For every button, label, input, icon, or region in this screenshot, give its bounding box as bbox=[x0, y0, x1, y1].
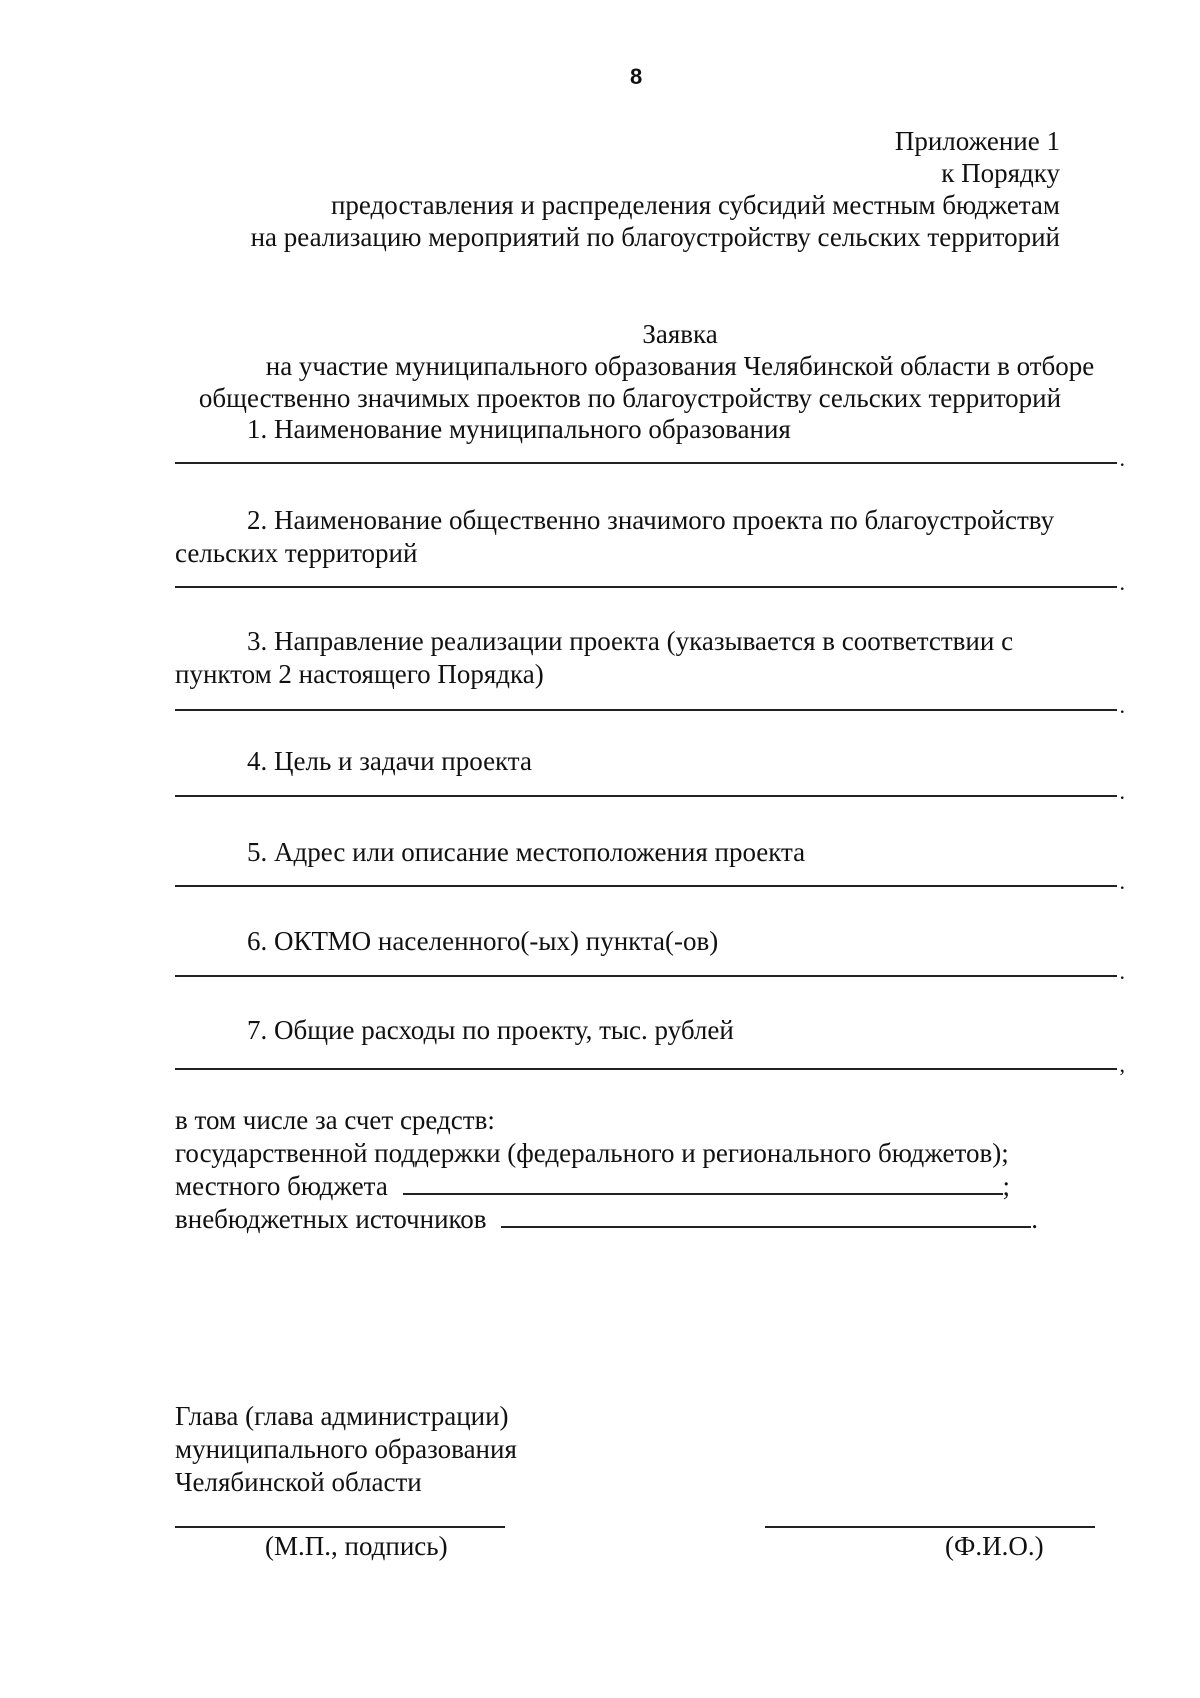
item-7 bbox=[175, 1014, 1125, 1047]
item-7-label: 7. Общие расходы по проекту, тыс. рублей bbox=[247, 1015, 734, 1045]
line-end-mark: . bbox=[1119, 779, 1125, 804]
signature-line-3: Челябинской области bbox=[175, 1467, 422, 1497]
line-end-mark: . bbox=[1119, 869, 1125, 894]
line-end-mark: , bbox=[1119, 1052, 1125, 1077]
funding-extra-row bbox=[175, 1203, 1075, 1236]
title-line-2: на участие муниципального образования Челябинской области в отборе bbox=[265, 351, 1095, 381]
item-5-fill-line[interactable] bbox=[175, 869, 1125, 894]
item-1 bbox=[175, 413, 1125, 446]
line-end-mark: . bbox=[1119, 693, 1125, 718]
line-end-mark: . bbox=[1119, 446, 1125, 471]
item-2 bbox=[175, 504, 1125, 570]
signature-line-2: муниципального образования bbox=[175, 1434, 517, 1464]
funding-local-end: ; bbox=[1002, 1171, 1011, 1201]
funding-intro: в том числе за счет средств: bbox=[175, 1105, 495, 1135]
appendix-line-2: к Порядку bbox=[941, 158, 1060, 188]
item-2-fill-line[interactable] bbox=[175, 570, 1125, 595]
fill-rule bbox=[175, 885, 1117, 887]
title-line-3: общественно значимых проектов по благоустройству сельских территорий bbox=[198, 383, 1062, 413]
fill-rule bbox=[175, 975, 1117, 977]
fill-rule bbox=[175, 795, 1117, 797]
item-6-fill-line[interactable] bbox=[175, 959, 1125, 984]
item-3-label: 3. Направление реализации проекта (указывается в соответствии с bbox=[247, 626, 1014, 656]
signature-block bbox=[175, 1400, 517, 1499]
item-5-label: 5. Адрес или описание местоположения проекта bbox=[247, 837, 806, 867]
title-line-1: Заявка bbox=[642, 319, 718, 349]
item-3 bbox=[175, 625, 1125, 691]
funding-sources bbox=[175, 1104, 1075, 1236]
fill-rule bbox=[175, 586, 1117, 588]
page-number: 8 bbox=[630, 64, 643, 89]
item-5 bbox=[175, 836, 1125, 869]
line-end-mark: . bbox=[1119, 570, 1125, 595]
signature-caption: (М.П., подпись) bbox=[265, 1531, 448, 1561]
funding-local-field[interactable] bbox=[403, 1173, 1003, 1195]
item-7-fill-line[interactable] bbox=[175, 1052, 1125, 1077]
full-name-field[interactable] bbox=[765, 1524, 1095, 1528]
item-4-label: 4. Цель и задачи проекта bbox=[247, 746, 532, 776]
fill-rule bbox=[175, 462, 1117, 464]
signature-line-1: Глава (глава администрации) bbox=[175, 1401, 509, 1431]
funding-state: государственной поддержки (федерального и регионального бюджетов); bbox=[175, 1138, 1009, 1168]
full-name-caption: (Ф.И.О.) bbox=[945, 1531, 1044, 1561]
appendix-line-1: Приложение 1 bbox=[894, 126, 1060, 156]
item-6-label: 6. ОКТМО населенного(-ых) пункта(-ов) bbox=[247, 926, 719, 956]
item-4 bbox=[175, 745, 1125, 778]
funding-extra-label: внебюджетных источников bbox=[175, 1204, 487, 1234]
fill-rule bbox=[175, 709, 1117, 711]
item-1-fill-line[interactable] bbox=[175, 446, 1125, 471]
funding-local-label: местного бюджета bbox=[175, 1171, 388, 1201]
funding-extra-field[interactable] bbox=[501, 1206, 1031, 1228]
item-2-continuation: сельских территорий bbox=[175, 538, 418, 568]
line-end-mark: . bbox=[1119, 959, 1125, 984]
appendix-line-3: предоставления и распределения субсидий местным бюджетам bbox=[330, 190, 1060, 220]
item-4-fill-line[interactable] bbox=[175, 779, 1125, 804]
funding-local-row bbox=[175, 1170, 1075, 1203]
signature-field[interactable] bbox=[175, 1524, 505, 1528]
funding-extra-end: . bbox=[1031, 1204, 1039, 1234]
item-3-fill-line[interactable] bbox=[175, 693, 1125, 718]
item-6 bbox=[175, 925, 1125, 958]
item-1-label: 1. Наименование муниципального образования bbox=[247, 414, 791, 444]
appendix-line-4: на реализацию мероприятий по благоустройству сельских территорий bbox=[250, 222, 1060, 252]
fill-rule bbox=[175, 1068, 1117, 1070]
item-2-label: 2. Наименование общественно значимого проекта по благоустройству bbox=[247, 505, 1055, 535]
document-title bbox=[150, 318, 1130, 414]
item-3-continuation: пунктом 2 настоящего Порядка) bbox=[175, 659, 544, 689]
appendix-header bbox=[251, 125, 1060, 253]
